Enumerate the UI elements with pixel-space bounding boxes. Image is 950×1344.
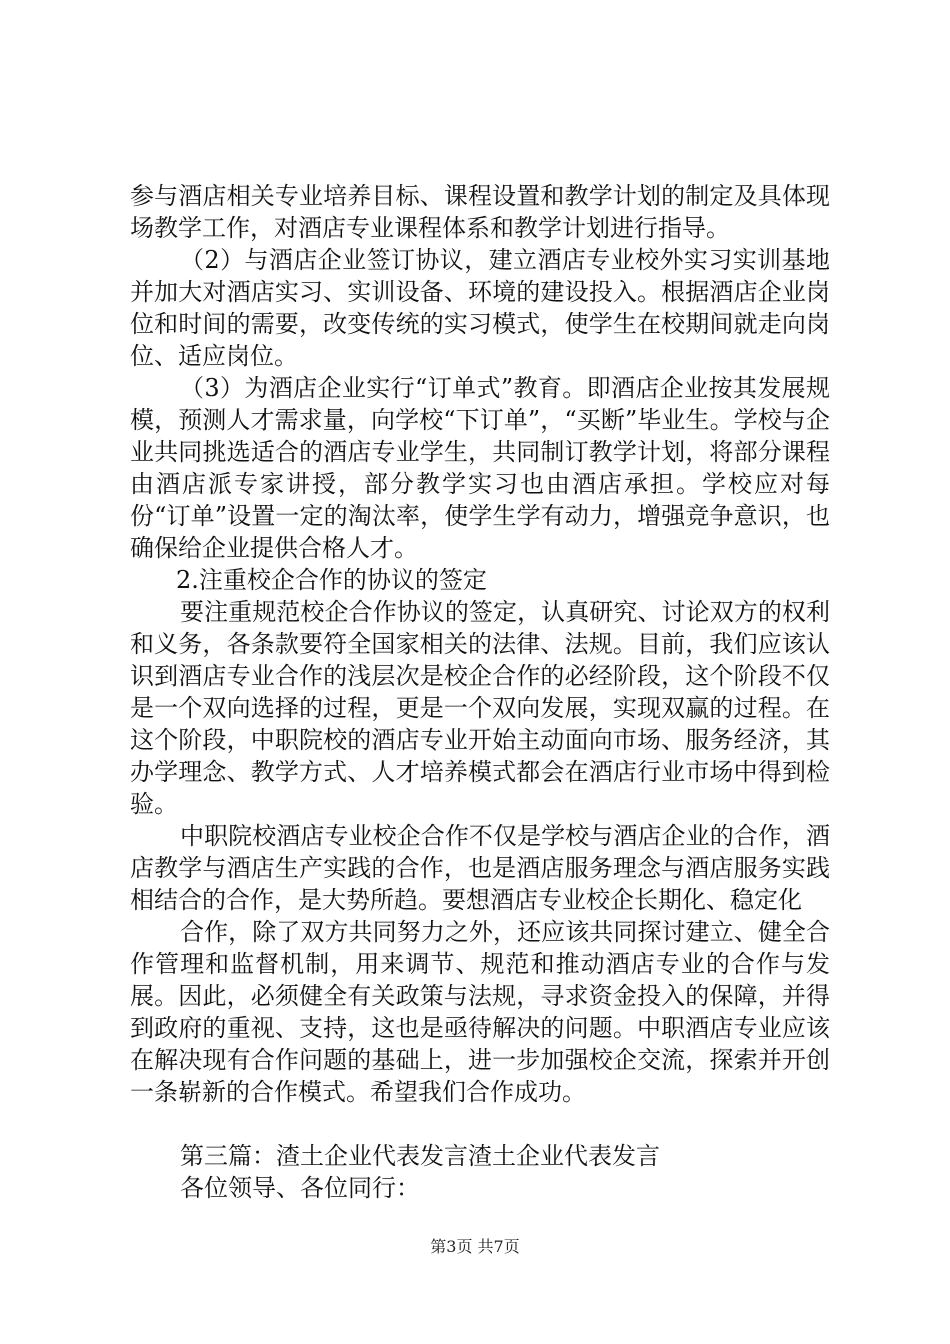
page-footer: 第3页 共7页 (430, 1237, 520, 1256)
salutation: 各位领导、各位同行： (180, 1174, 420, 1202)
paragraph-item-2: （2）与酒店企业签订协议，建立酒店专业校外实习实训基地并加大对酒店实习、实训设备、环境的建设投入。根据酒店企业岗位和时间的需要，改变传统的实习模式，使学生在校期间就走向岗位、适应岗位。 (130, 246, 830, 370)
paragraph-agreement: 要注重规范校企合作协议的签定，认真研究、讨论双方的权利和义务，各条款要符全国家相关的法律、法规。目前，我们应该认识到酒店专业合作的浅层次是校企合作的必经阶段，这个阶段不仅是一个双向选择的过程，更是一个双向发展，实现双赢的过程。在这个阶段，中职院校的酒店专业开始主动面向市场、服务经济，其办学理念、教学方式、人才培养模式都会在酒店行业市场中得到检验。 (130, 598, 830, 818)
section-title: 第三篇：渣土企业代表发言渣土企业代表发言 (180, 1142, 660, 1170)
section-spacer (130, 1108, 830, 1140)
subsection-heading: 2.注重校企合作的协议的签定 (176, 566, 487, 594)
paragraph-cooperation: 中职院校酒店专业校企合作不仅是学校与酒店企业的合作，酒店教学与酒店生产实践的合作，也是酒店服务理念与酒店服务实践相结合的合作，是大势所趋。要想酒店专业校企长期化、稳定化 (130, 822, 830, 914)
paragraph-continued: 参与酒店相关专业培养目标、课程设置和教学计划的制定及具体现场教学工作，对酒店专业课程体系和教学计划进行指导。 (130, 182, 830, 242)
document-body (130, 180, 830, 1204)
paragraph-conclusion: 合作，除了双方共同努力之外，还应该共同探讨建立、健全合作管理和监督机制，用来调节、规范和推动酒店专业的合作与发展。因此，必须健全有关政策与法规，寻求资金投入的保障，并得到政府的重视、支持，这也是亟待解决的问题。中职酒店专业应该在解决现有合作问题的基础上，进一步加强校企交流，探索并开创一条崭新的合作模式。希望我们合作成功。 (130, 918, 830, 1106)
paragraph-item-3: （3）为酒店企业实行“订单式”教育。即酒店企业按其发展规模，预测人才需求量，向学校“下订单”，“买断”毕业生。学校与企业共同挑选适合的酒店专业学生，共同制订教学计划，将部分课程由酒店派专家讲授，部分教学实习也由酒店承担。学校应对每份“订单”设置一定的淘汰率，使学生学有动力，增强竞争意识，也确保给企业提供合格人才。 (130, 374, 830, 562)
